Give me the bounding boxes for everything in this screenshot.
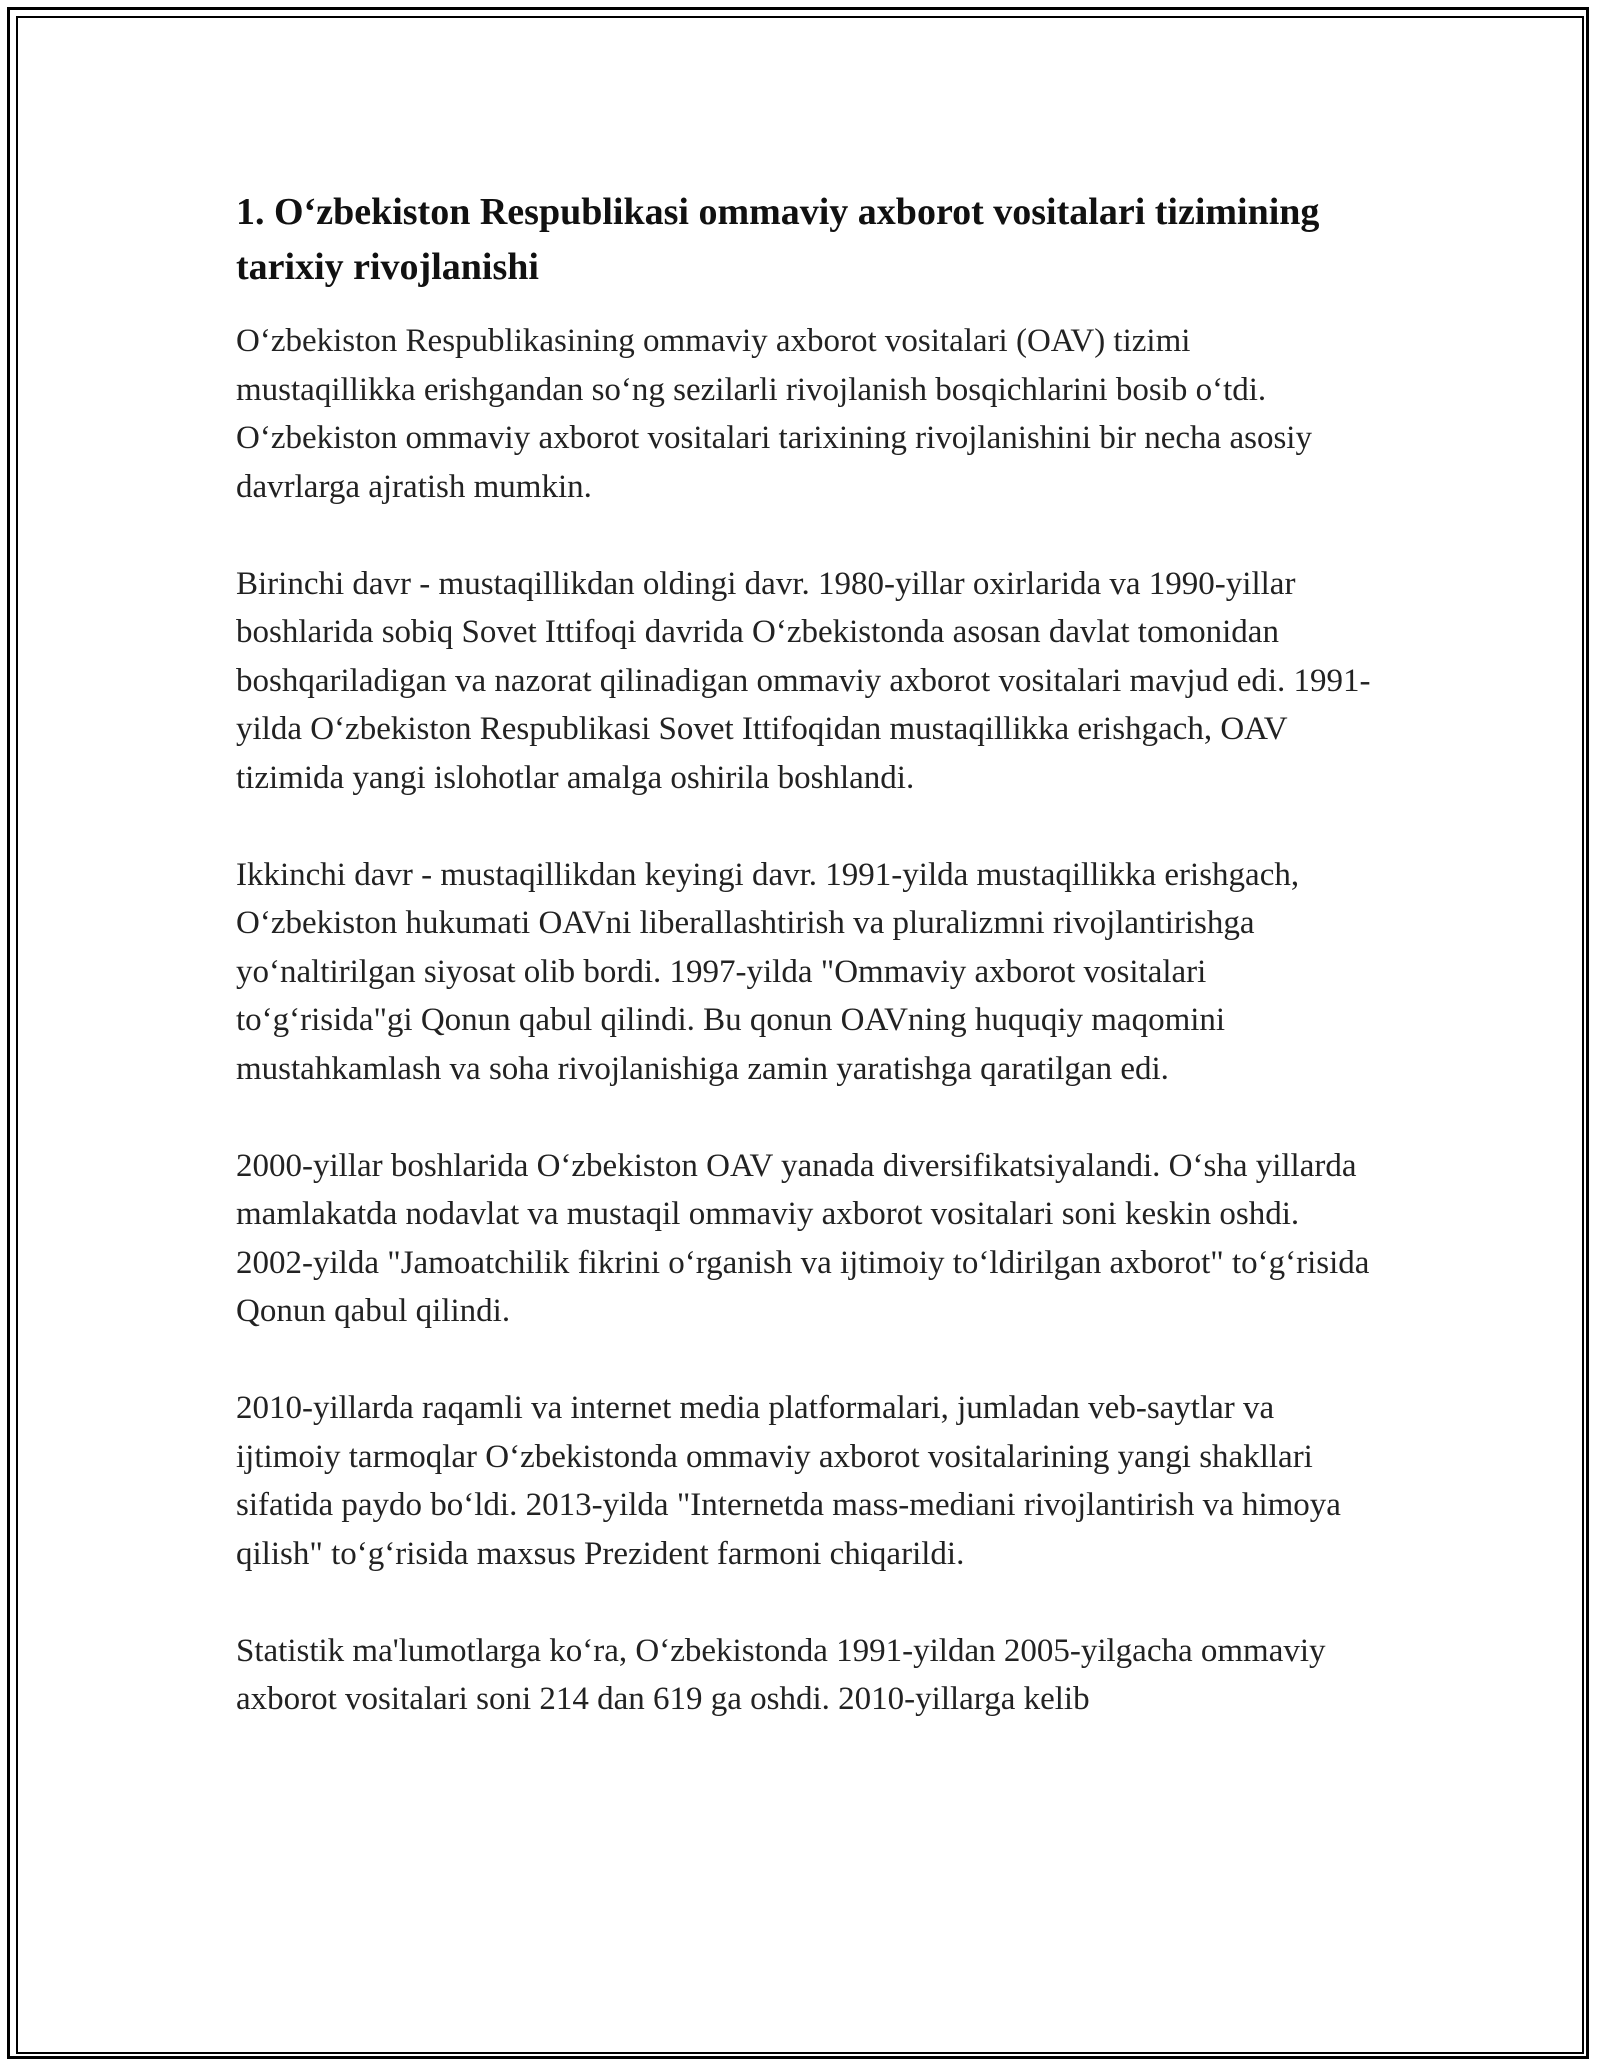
paragraph-first-period: Birinchi davr - mustaqillikdan oldingi davr. 1980-yillar oxirlarida va 1990-yillar boshlarida sobiq Sovet Ittifoqi davrida O‘zbekistonda asosan davlat tomonidan boshqariladigan va nazorat qilinadigan ommaviy axborot vositalari mavjud edi. 1991-yilda O‘zbekiston Respublikasi Sovet Ittifoqidan mustaqillikka erishgach, OAV tizimida yangi islohotlar amalga oshirila boshlandi. [236, 565, 1371, 796]
paragraph-second-period: Ikkinchi davr - mustaqillikdan keyingi davr. 1991-yilda mustaqillikka erishgach, O‘zbekiston hukumati OAVni liberallashtirish va pluralizmni rivojlantirishga yo‘naltirilgan siyosat olib bordi. 1997-yilda "Ommaviy axborot vositalari to‘g‘risida"gi Qonun qabul qilindi. Bu qonun OAVning huquqiy maqomini mustahkamlash va soha rivojlanishiga zamin yaratishga qaratilgan edi. [236, 856, 1300, 1087]
document-body [236, 185, 1376, 1724]
paragraph-statistics: Statistik ma'lumotlarga ko‘ra, O‘zbekistonda 1991-yildan 2005-yilgacha ommaviy axborot vositalari soni 214 dan 619 ga oshdi. 2010-yillarga kelib [236, 1632, 1326, 1717]
paragraph-2000s: 2000-yillar boshlarida O‘zbekiston OAV yanada diversifikatsiyalandi. O‘sha yillarda mamlakatda nodavlat va mustaqil ommaviy axborot vositalari soni keskin oshdi. 2002-yilda "Jamoatchilik fikrini o‘rganish va ijtimoiy to‘ldirilgan axborot" to‘g‘risida Qonun qabul qilindi. [236, 1147, 1370, 1329]
section-heading: 1. O‘zbekiston Respublikasi ommaviy axborot vositalari tizimining tarixiy rivojlanishi [236, 191, 1320, 288]
paragraph-2010s: 2010-yillarda raqamli va internet media platformalari, jumladan veb-saytlar va ijtimoiy tarmoqlar O‘zbekistonda ommaviy axborot vositalarining yangi shakllari sifatida paydo bo‘ldi. 2013-yilda "Internetda mass-mediani rivojlantirish va himoya qilish" to‘g‘risida maxsus Prezident farmoni chiqarildi. [236, 1390, 1341, 1572]
paragraph-intro: O‘zbekiston Respublikasining ommaviy axborot vositalari (OAV) tizimi mustaqillikka erishgandan so‘ng sezilarli rivojlanish bosqichlarini bosib o‘tdi. O‘zbekiston ommaviy axborot vositalari tarixining rivojlanishini bir necha asosiy davrlarga ajratish mumkin. [236, 323, 1312, 505]
